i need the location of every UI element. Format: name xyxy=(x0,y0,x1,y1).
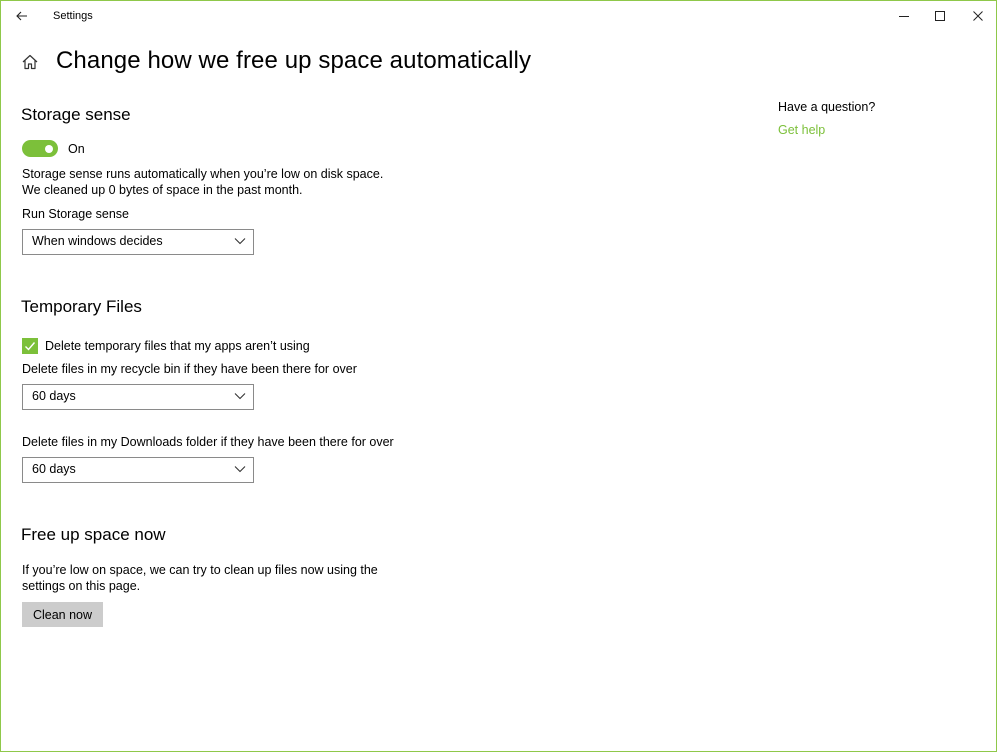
delete-temp-files-label: Delete temporary files that my apps aren’t using xyxy=(45,339,310,353)
toggle-state-label: On xyxy=(68,142,85,156)
chevron-down-icon xyxy=(234,392,246,400)
clean-now-button[interactable]: Clean now xyxy=(22,602,103,627)
page-title: Change how we free up space automatically xyxy=(56,47,532,74)
get-help-link[interactable]: Get help xyxy=(778,123,826,137)
chevron-down-icon xyxy=(234,465,246,473)
storage-sense-cleaned-text: We cleaned up 0 bytes of space in the past month. xyxy=(22,183,303,197)
close-button[interactable] xyxy=(959,1,997,31)
temporary-files-heading: Temporary Files xyxy=(21,297,142,316)
app-title: Settings xyxy=(53,10,93,22)
minimize-button[interactable] xyxy=(885,1,923,31)
run-storage-sense-label: Run Storage sense xyxy=(22,207,130,221)
title-bar xyxy=(1,1,996,31)
run-storage-sense-dropdown[interactable] xyxy=(22,229,254,255)
free-up-space-heading: Free up space now xyxy=(21,525,166,544)
storage-sense-toggle[interactable] xyxy=(22,140,58,157)
maximize-icon xyxy=(935,11,945,21)
run-storage-sense-value: When windows decides xyxy=(32,234,163,248)
back-button[interactable] xyxy=(11,5,33,27)
minimize-icon xyxy=(899,11,909,21)
free-up-description: If you’re low on space, we can try to clean up files now using the xyxy=(22,563,378,577)
downloads-folder-label: Delete files in my Downloads folder if they have been there for over xyxy=(22,435,394,449)
free-up-description-cont: settings on this page. xyxy=(22,579,141,593)
downloads-days-value: 60 days xyxy=(32,462,76,476)
delete-temp-files-checkbox[interactable] xyxy=(22,338,38,354)
checkmark-icon xyxy=(24,340,36,352)
storage-sense-description: Storage sense runs automatically when you’re low on disk space. xyxy=(22,167,384,181)
chevron-down-icon xyxy=(234,237,246,245)
home-icon[interactable] xyxy=(21,53,39,71)
toggle-knob xyxy=(45,145,53,153)
storage-sense-heading: Storage sense xyxy=(21,105,131,124)
recycle-bin-days-value: 60 days xyxy=(32,389,76,403)
have-a-question-text: Have a question? xyxy=(778,100,876,114)
maximize-button[interactable] xyxy=(921,1,959,31)
back-arrow-icon xyxy=(16,11,28,21)
close-icon xyxy=(973,11,983,21)
recycle-bin-days-dropdown[interactable] xyxy=(22,384,254,410)
recycle-bin-label: Delete files in my recycle bin if they have been there for over xyxy=(22,362,357,376)
downloads-days-dropdown[interactable] xyxy=(22,457,254,483)
